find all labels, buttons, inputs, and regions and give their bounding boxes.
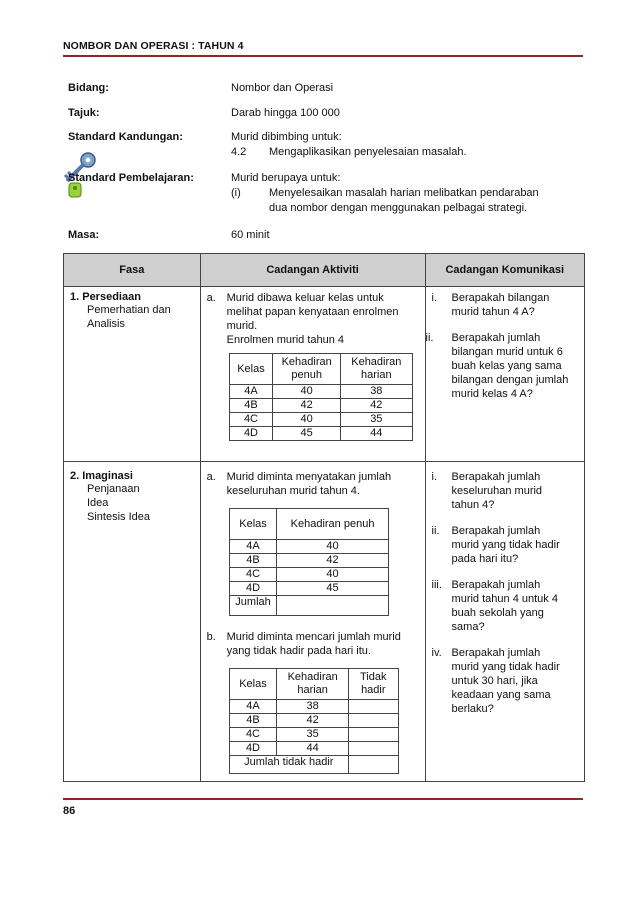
question-line: sama? [451,621,485,633]
sk-item [231,146,467,158]
mini-row [229,596,388,616]
mini-header: Kehadiran penuh [277,509,388,540]
question-line: keseluruhan murid [451,485,543,497]
mini-cell: 42 [277,554,388,568]
question-line: murid tahun 4 A? [451,306,535,318]
question-line: Berapakah bilangan [451,292,550,304]
question-line: Berapakah jumlah [451,332,541,344]
mini-header: Tidak hadir [348,669,398,700]
mini-cell: 40 [277,540,388,554]
question-item [432,291,580,319]
activity-line: murid. [226,320,258,332]
mini-cell: 4B [229,714,277,728]
enrolment-table [229,353,413,441]
fasa-title: 2. Imaginasi [70,470,133,482]
sp-item-text-1: Menyelesaikan masalah harian melibatkan pendaraban [269,187,539,199]
mini-cell: 4A [229,540,277,554]
question-line: keadaan yang sama [451,689,551,701]
activity-line: yang tidak hadir pada hari itu. [226,645,371,657]
mini-row [229,714,398,728]
mini-cell: 42 [273,399,341,413]
question-line: Berapakah jumlah [451,471,541,483]
label-standard-pembelajaran: Standard Pembelajaran: [68,172,194,184]
question-line: murid yang tidak hadir [451,539,560,551]
fasa-sub-1: Penjanaan [87,483,140,495]
activity-marker: b. [206,631,216,643]
label-masa: Masa: [68,229,100,241]
mini-row [229,582,388,596]
question-marker: iii. [431,579,442,591]
table-row [64,462,585,782]
fasa-cell [64,287,201,462]
activity-item-a [207,470,421,498]
question-marker: i. [431,292,438,304]
footer-rule [63,798,583,800]
mini-row [229,540,388,554]
question-marker: ii. [431,525,440,537]
question-marker: ii. [425,332,434,344]
mini-row [229,568,388,582]
mini-cell: 4C [229,413,273,427]
absent-cell[interactable] [348,714,398,728]
mini-cell: 38 [341,385,413,399]
mini-cell: 4B [229,399,273,413]
fasa-sub-2: Analisis [87,318,125,330]
sp-item-text-2: dua nombor dengan menggunakan pelbagai strategi. [269,202,528,214]
mini-row [229,700,398,714]
mini-row [229,554,388,568]
table-row [64,287,585,462]
question-item [432,524,580,566]
fasa-title: 1. Persediaan [70,291,141,303]
value-masa: 60 minit [231,229,270,241]
question-marker: i. [431,471,438,483]
activity-line: Murid diminta mencari jumlah murid [226,631,401,643]
komunikasi-cell [425,462,584,782]
question-line: Berapakah jumlah [451,525,541,537]
col-header-aktiviti: Cadangan Aktiviti [200,254,425,287]
mini-cell: 38 [277,700,349,714]
sp-item [231,187,539,199]
activity-line: Murid diminta menyatakan jumlah [226,471,392,483]
absent-cell[interactable] [348,742,398,756]
value-tajuk: Darab hingga 100 000 [231,107,340,119]
question-line: tahun 4? [451,499,495,511]
lesson-table [63,253,585,782]
mini-cell: 45 [277,582,388,596]
activity-item-b [207,630,421,658]
question-line: untuk 30 hari, jika [451,675,538,687]
mini-cell: 40 [277,568,388,582]
total-value-cell[interactable] [348,756,398,774]
question-item [432,646,580,716]
mini-header: Kehadiran penuh [273,354,341,385]
mini-cell: 35 [341,413,413,427]
sk-item-number: 4.2 [231,146,247,158]
activity-marker: a. [206,292,216,304]
value-bidang: Nombor dan Operasi [231,82,334,94]
aktiviti-cell [200,462,425,782]
mini-header: Kelas [229,669,277,700]
question-line: buah kelas yang sama [451,360,562,372]
value-standard-kandungan: Murid dibimbing untuk: [231,131,342,143]
fasa-sub-1: Pemerhatian dan [87,304,171,316]
mini-cell: 4B [229,554,277,568]
mini-row [229,742,398,756]
question-line: pada hari itu? [451,553,519,565]
mini-cell: 4D [229,427,273,441]
mini-header: Kelas [229,354,273,385]
mini-cell: 40 [273,385,341,399]
question-line: buah sekolah yang [451,607,544,619]
question-line: murid yang tidak hadir [451,661,560,673]
activity-line: keseluruhan murid tahun 4. [226,485,360,497]
question-item [426,331,580,401]
mini-row [229,399,412,413]
activity-line: Murid dibawa keluar kelas untuk [226,292,384,304]
aktiviti-cell [200,287,425,462]
question-line: Berapakah jumlah [451,647,541,659]
mini-row [229,385,412,399]
activity-line: melihat papan kenyataan enrolmen [226,306,399,318]
mini-cell: 4C [229,568,277,582]
activity-marker: a. [206,471,216,483]
komunikasi-cell [425,287,584,462]
mini-cell: 4A [229,385,273,399]
total-attendance-table [229,508,389,616]
mini-cell: 4A [229,700,277,714]
activity-line: Enrolmen murid tahun 4 [226,334,345,346]
total-label: Jumlah tidak hadir [229,756,348,774]
label-bidang: Bidang: [68,82,109,94]
mini-cell: 4D [229,742,277,756]
question-line: berlaku? [451,703,494,715]
mini-row [229,427,412,441]
page-header-title: NOMBOR DAN OPERASI : TAHUN 4 [63,40,244,52]
absence-table [229,668,399,774]
mini-cell: 44 [277,742,349,756]
mini-cell: 4C [229,728,277,742]
label-standard-kandungan: Standard Kandungan: [68,131,183,143]
activity-item [207,291,421,347]
mini-cell: 44 [341,427,413,441]
question-marker: iv. [431,647,442,659]
absent-cell[interactable] [348,728,398,742]
header-rule [63,55,583,57]
question-line: Berapakah jumlah [451,579,541,591]
mini-row [229,756,398,774]
mini-header: Kehadiran harian [341,354,413,385]
mini-header: Kehadiran harian [277,669,349,700]
question-line: bilangan dengan jumlah [451,374,569,386]
sk-item-text: Mengaplikasikan penyelesaian masalah. [269,146,467,158]
mini-cell: 42 [277,714,349,728]
col-header-komunikasi: Cadangan Komunikasi [425,254,584,287]
mini-cell: 42 [341,399,413,413]
question-line: murid tahun 4 untuk 4 [451,593,558,605]
fasa-cell [64,462,201,782]
page-number: 86 [63,805,76,817]
question-item [432,470,580,512]
mini-header: Kelas [229,509,277,540]
mini-cell: 40 [273,413,341,427]
mini-cell: 4D [229,582,277,596]
question-line: murid kelas 4 A? [451,388,533,400]
total-label: Jumlah [229,596,277,616]
fasa-sub-3: Sintesis Idea [87,511,150,523]
label-tajuk: Tajuk: [68,107,100,119]
total-value-cell[interactable] [277,596,388,616]
absent-cell[interactable] [348,700,398,714]
mini-cell: 35 [277,728,349,742]
question-item [432,578,580,634]
mini-row [229,728,398,742]
mini-cell: 45 [273,427,341,441]
fasa-sub-2: Idea [87,497,109,509]
col-header-fasa: Fasa [64,254,201,287]
question-line: bilangan murid untuk 6 [451,346,563,358]
mini-row [229,413,412,427]
value-standard-pembelajaran: Murid berupaya untuk: [231,172,341,184]
sp-item-number: (i) [231,187,241,199]
